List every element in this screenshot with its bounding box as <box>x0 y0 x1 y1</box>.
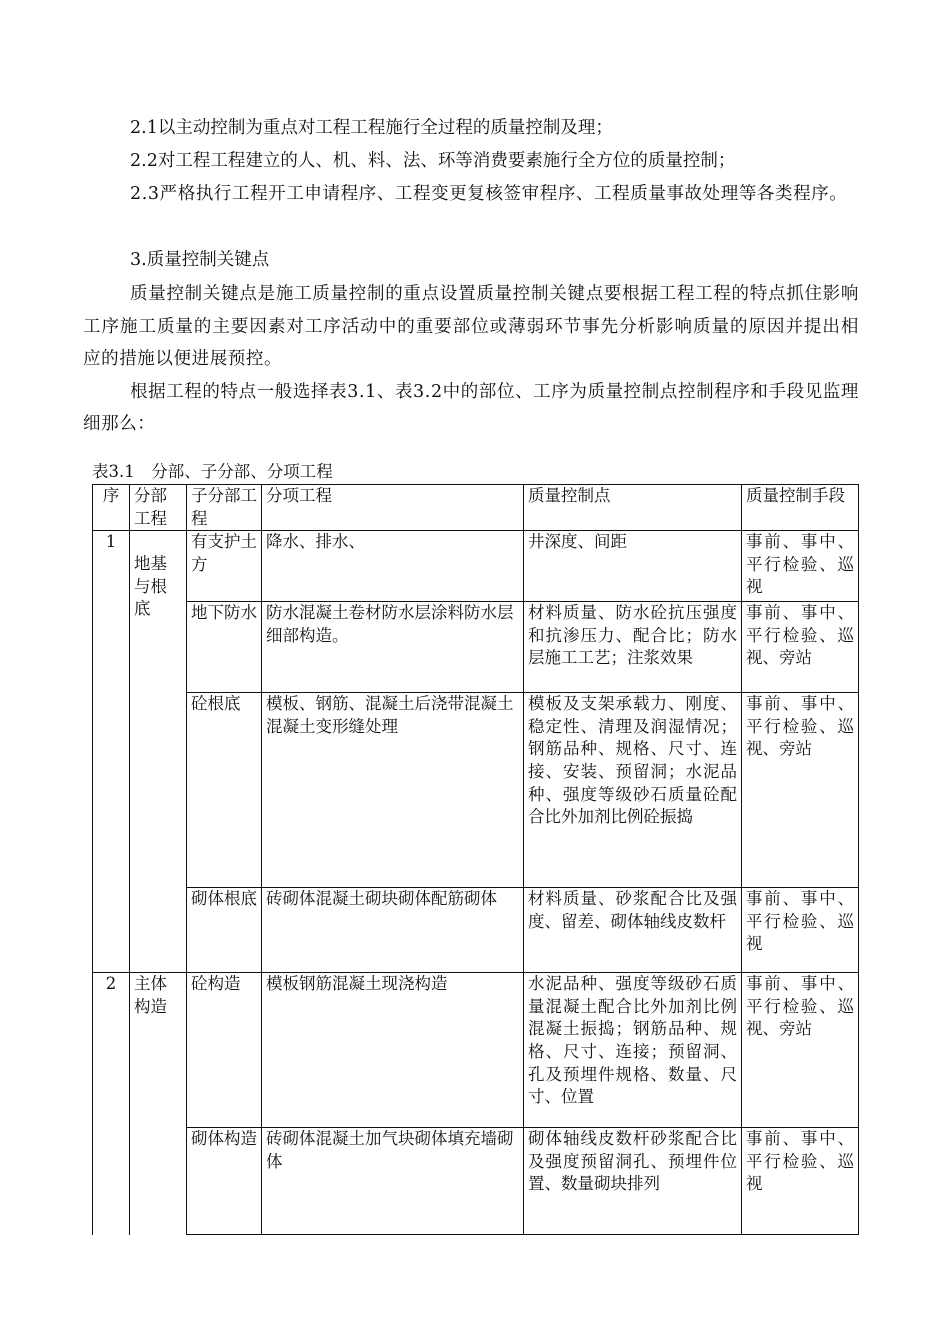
control-means-cell: 事前、事中、平行检验、巡视 <box>742 1128 859 1235</box>
table-row <box>93 602 859 693</box>
item-cell: 模板钢筋混凝土现浇构造 <box>262 973 524 1128</box>
item-cell: 模板、钢筋、混凝土后浇带混凝土混凝土变形缝处理 <box>262 693 524 888</box>
subdivision-cell: 有支护土方 <box>187 531 262 602</box>
control-means-cell: 事前、事中、平行检验、巡视 <box>742 888 859 973</box>
control-point-cell: 水泥品种、强度等级砂石质量混凝土配合比外加剂比例混凝土振捣；钢筋品种、规格、尺寸、连接；预留洞、孔及预埋件规格、数量、尺寸、位置 <box>524 973 742 1128</box>
subdivision-cell: 砌体构造 <box>187 1128 262 1235</box>
quality-control-table <box>92 484 859 1235</box>
control-means-cell: 事前、事中、平行检验、巡视、旁站 <box>742 973 859 1128</box>
item-cell: 降水、排水、 <box>262 531 524 602</box>
control-point-cell: 井深度、间距 <box>524 531 742 602</box>
division-cell: 地基与根底 <box>130 531 187 973</box>
paragraph-key-points: 质量控制关键点是施工质量控制的重点设置质量控制关键点要根据工程工程的特点抓住影响工序施工质量的主要因素对工序活动中的重要部位或薄弱环节事先分析影响质量的原因并提出相应的措施以便进展预控。 <box>83 284 859 369</box>
paragraph-selection: 根据工程的特点一般选择表3.1、表3.2中的部位、工序为质量控制点控制程序和手段见监理细那么： <box>83 382 859 434</box>
control-point-cell: 砌体轴线皮数杆砂浆配合比及强度预留洞孔、预埋件位置、数量砌块排列 <box>524 1128 742 1235</box>
section-heading-3: 3.质量控制关键点 <box>130 250 270 270</box>
table-row <box>93 531 859 602</box>
item-cell: 砖砌体混凝土砌块砌体配筋砌体 <box>262 888 524 973</box>
subdivision-cell: 砼根底 <box>187 693 262 888</box>
control-means-cell: 事前、事中、平行检验、巡视、旁站 <box>742 693 859 888</box>
control-means-cell: 事前、事中、平行检验、巡视、旁站 <box>742 602 859 693</box>
table-header-row <box>93 485 859 531</box>
paragraph-2-2: 2.2对工程工程建立的人、机、料、法、环等消费要素施行全方位的质量控制； <box>130 151 736 171</box>
table-row <box>93 693 859 888</box>
paragraph-2-3: 2.3严格执行工程开工申请程序、工程变更复核签审程序、工程质量事故处理等各类程序。 <box>130 184 848 204</box>
header-item: 分项工程 <box>262 485 524 531</box>
table-row <box>93 973 859 1128</box>
item-cell: 防水混凝土卷材防水层涂料防水层细部构造。 <box>262 602 524 693</box>
control-point-cell: 模板及支架承载力、刚度、稳定性、清理及润湿情况；钢筋品种、规格、尺寸、连接、安装、预留洞；水泥品种、强度等级砂石质量砼配合比外加剂比例砼振捣 <box>524 693 742 888</box>
table-row <box>93 1128 859 1235</box>
header-seq: 序 <box>93 485 130 531</box>
item-cell: 砖砌体混凝土加气块砌体填充墙砌体 <box>262 1128 524 1235</box>
header-subdivision: 子分部工程 <box>187 485 262 531</box>
header-control-means: 质量控制手段 <box>742 485 859 531</box>
subdivision-cell: 砼构造 <box>187 973 262 1128</box>
subdivision-cell: 地下防水 <box>187 602 262 693</box>
division-cell: 主体构造 <box>130 973 187 1235</box>
subdivision-cell: 砌体根底 <box>187 888 262 973</box>
table-row <box>93 888 859 973</box>
row-number: 1 <box>93 531 130 973</box>
control-point-cell: 材料质量、砂浆配合比及强度、留差、砌体轴线皮数杆 <box>524 888 742 973</box>
table-caption: 表3.1 分部、子分部、分项工程 <box>92 462 333 481</box>
control-means-cell: 事前、事中、平行检验、巡视 <box>742 531 859 602</box>
header-control-point: 质量控制点 <box>524 485 742 531</box>
paragraph-2-1: 2.1以主动控制为重点对工程工程施行全过程的质量控制及理； <box>130 118 613 138</box>
row-number: 2 <box>93 973 130 1235</box>
header-division: 分部工程 <box>130 485 187 531</box>
control-point-cell: 材料质量、防水砼抗压强度和抗渗压力、配合比；防水层施工工艺；注浆效果 <box>524 602 742 693</box>
